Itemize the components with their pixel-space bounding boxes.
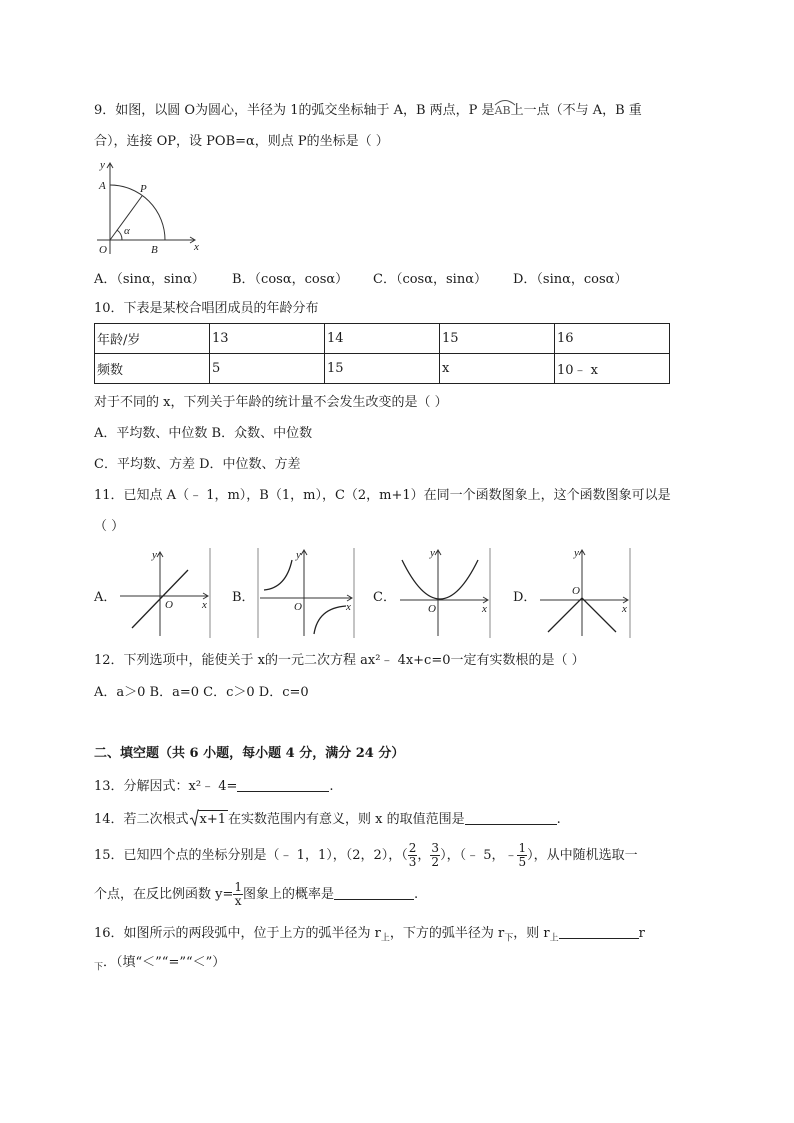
svg-text:O: O	[572, 585, 580, 597]
svg-text:y: y	[574, 547, 579, 559]
q11-label-c: C．	[373, 590, 396, 605]
q9-option-a: A．（sinα，sinα）	[94, 272, 205, 287]
origin-label: O	[165, 599, 173, 611]
label-a: A	[99, 180, 106, 192]
section-heading: 二、填空题（共 6 小题，每小题 4 分，满分 24 分）	[94, 746, 405, 761]
q9-option-d: D．（sinα，cosα）	[513, 272, 628, 287]
q12-stem: 12．下列选项中，能使关于 x的一元二次方程 ax²﹣ 4x+c=0一定有实数根的是（ ）	[94, 653, 585, 668]
answer-blank	[237, 777, 329, 792]
table-cell: 16	[555, 324, 670, 354]
q10-options-2: C．平均数、方差 D．中位数、方差	[94, 457, 301, 472]
svg-text:y: y	[296, 549, 301, 561]
q16-line1: 16．如图所示的两段弧中，位于上方的弧半径为 $r_上$，下方的弧半径为 $r_下$，则 $r_上$ r	[94, 926, 645, 944]
q16-line2: $_下$．（填“＜”“=”“＜”）	[94, 955, 226, 973]
q9-text-start: 9．如图，以圆 O为圆心，半径为 1的弧交坐标轴于 A，B 两点，P 是	[94, 103, 495, 118]
answer-blank	[465, 810, 557, 825]
table-cell: 年龄/岁	[95, 324, 210, 354]
fraction: $\frac{3}{2}$	[431, 841, 440, 869]
svg-text:x: x	[622, 603, 627, 615]
answer-blank	[559, 924, 639, 939]
q13-line: 13．分解因式：x²﹣ 4= .	[94, 779, 334, 794]
table-cell: 15	[325, 354, 440, 384]
fraction: $\frac{2}{3}$	[408, 841, 417, 869]
label-p: P	[140, 183, 147, 195]
q10-stem: 10．下表是某校合唱团成员的年龄分布	[94, 301, 319, 316]
q9-text-tail: 上一点（不与 A，B 重	[510, 103, 642, 118]
table-row	[95, 354, 670, 384]
arc-ab	[110, 185, 165, 240]
q15-line1: 15．已知四个点的坐标分别是（﹣ 1，1），（2，2），（ $\frac{2}{3}$ ， $\frac{3}{2}$ ），（﹣ 5，﹣ $\frac{1}{5}$ ），从中随机选取一	[94, 841, 638, 869]
q11-label-b: B．	[232, 590, 255, 605]
q9-line2: 合），连接 OP，设 POB=α，则点 P的坐标是（ ）	[94, 134, 389, 149]
hyperbola-branch-2	[314, 606, 346, 634]
fraction: $\frac{1}{5}$	[518, 841, 527, 869]
svg-text:O: O	[294, 601, 302, 613]
table-cell: 10﹣ x	[555, 354, 670, 384]
table-cell: 频数	[95, 354, 210, 384]
svg-text:x: x	[482, 603, 487, 615]
label-o: O	[99, 244, 107, 256]
table-cell: 15	[440, 324, 555, 354]
svg-text:O: O	[428, 603, 436, 615]
q9-line1	[94, 102, 642, 120]
q11-label-a: A．	[94, 590, 117, 605]
graph-c	[396, 546, 492, 640]
q15-line2: 个点，在反比例函数 y= $\frac{1}{x}$ 图象上的概率是 .	[94, 880, 419, 908]
q9-option-c: C．（cosα，sinα）	[373, 272, 487, 287]
table-cell: 14	[325, 324, 440, 354]
q14-line: 14．若二次根式 x+1 在实数范围内有意义，则 x 的取值范围是 .	[94, 809, 561, 829]
table-cell: 5	[210, 354, 325, 384]
q11-line1: 11．已知点 A（﹣ 1，m），B（1，m），C（2，m+1）在同一个函数图象上，这个函数图象可以是	[94, 488, 671, 503]
label-alpha: α	[124, 225, 130, 237]
table-row	[95, 324, 670, 354]
graph-d	[536, 546, 632, 640]
axis-x-label: x	[202, 599, 207, 611]
q9-option-b: B．（cosα，cosα）	[232, 272, 349, 287]
q10-question: 对于不同的 x，下列关于年龄的统计量不会发生改变的是（ ）	[94, 395, 448, 410]
svg-text:y: y	[430, 547, 435, 559]
axis-y-label: y	[152, 549, 157, 561]
answer-blank	[334, 885, 414, 900]
table-cell: 13	[210, 324, 325, 354]
q9-arc-label: AB	[495, 102, 511, 120]
q12-options: A．a＞0 B．a=0 C．c＞0 D．c=0	[94, 685, 309, 700]
label-y: y	[100, 159, 105, 171]
table-cell: x	[440, 354, 555, 384]
sqrt-expression: x+1	[189, 812, 229, 827]
arc-mark-icon	[494, 98, 516, 106]
label-b: B	[151, 244, 158, 256]
q11-label-d: D．	[513, 590, 537, 605]
q9-figure	[94, 158, 206, 258]
q10-options-1: A．平均数、中位数 B．众数、中位数	[94, 426, 313, 441]
graph-b	[256, 546, 356, 640]
label-x: x	[194, 241, 199, 253]
age-table	[94, 323, 670, 384]
parabola	[402, 560, 478, 599]
graph-a	[116, 546, 212, 640]
svg-text:x: x	[346, 601, 351, 613]
hyperbola-branch-1	[264, 560, 292, 590]
angle-alpha-mark	[117, 230, 122, 240]
q11-line2: （ ）	[94, 519, 125, 534]
fraction: $\frac{1}{x}$	[234, 880, 243, 908]
